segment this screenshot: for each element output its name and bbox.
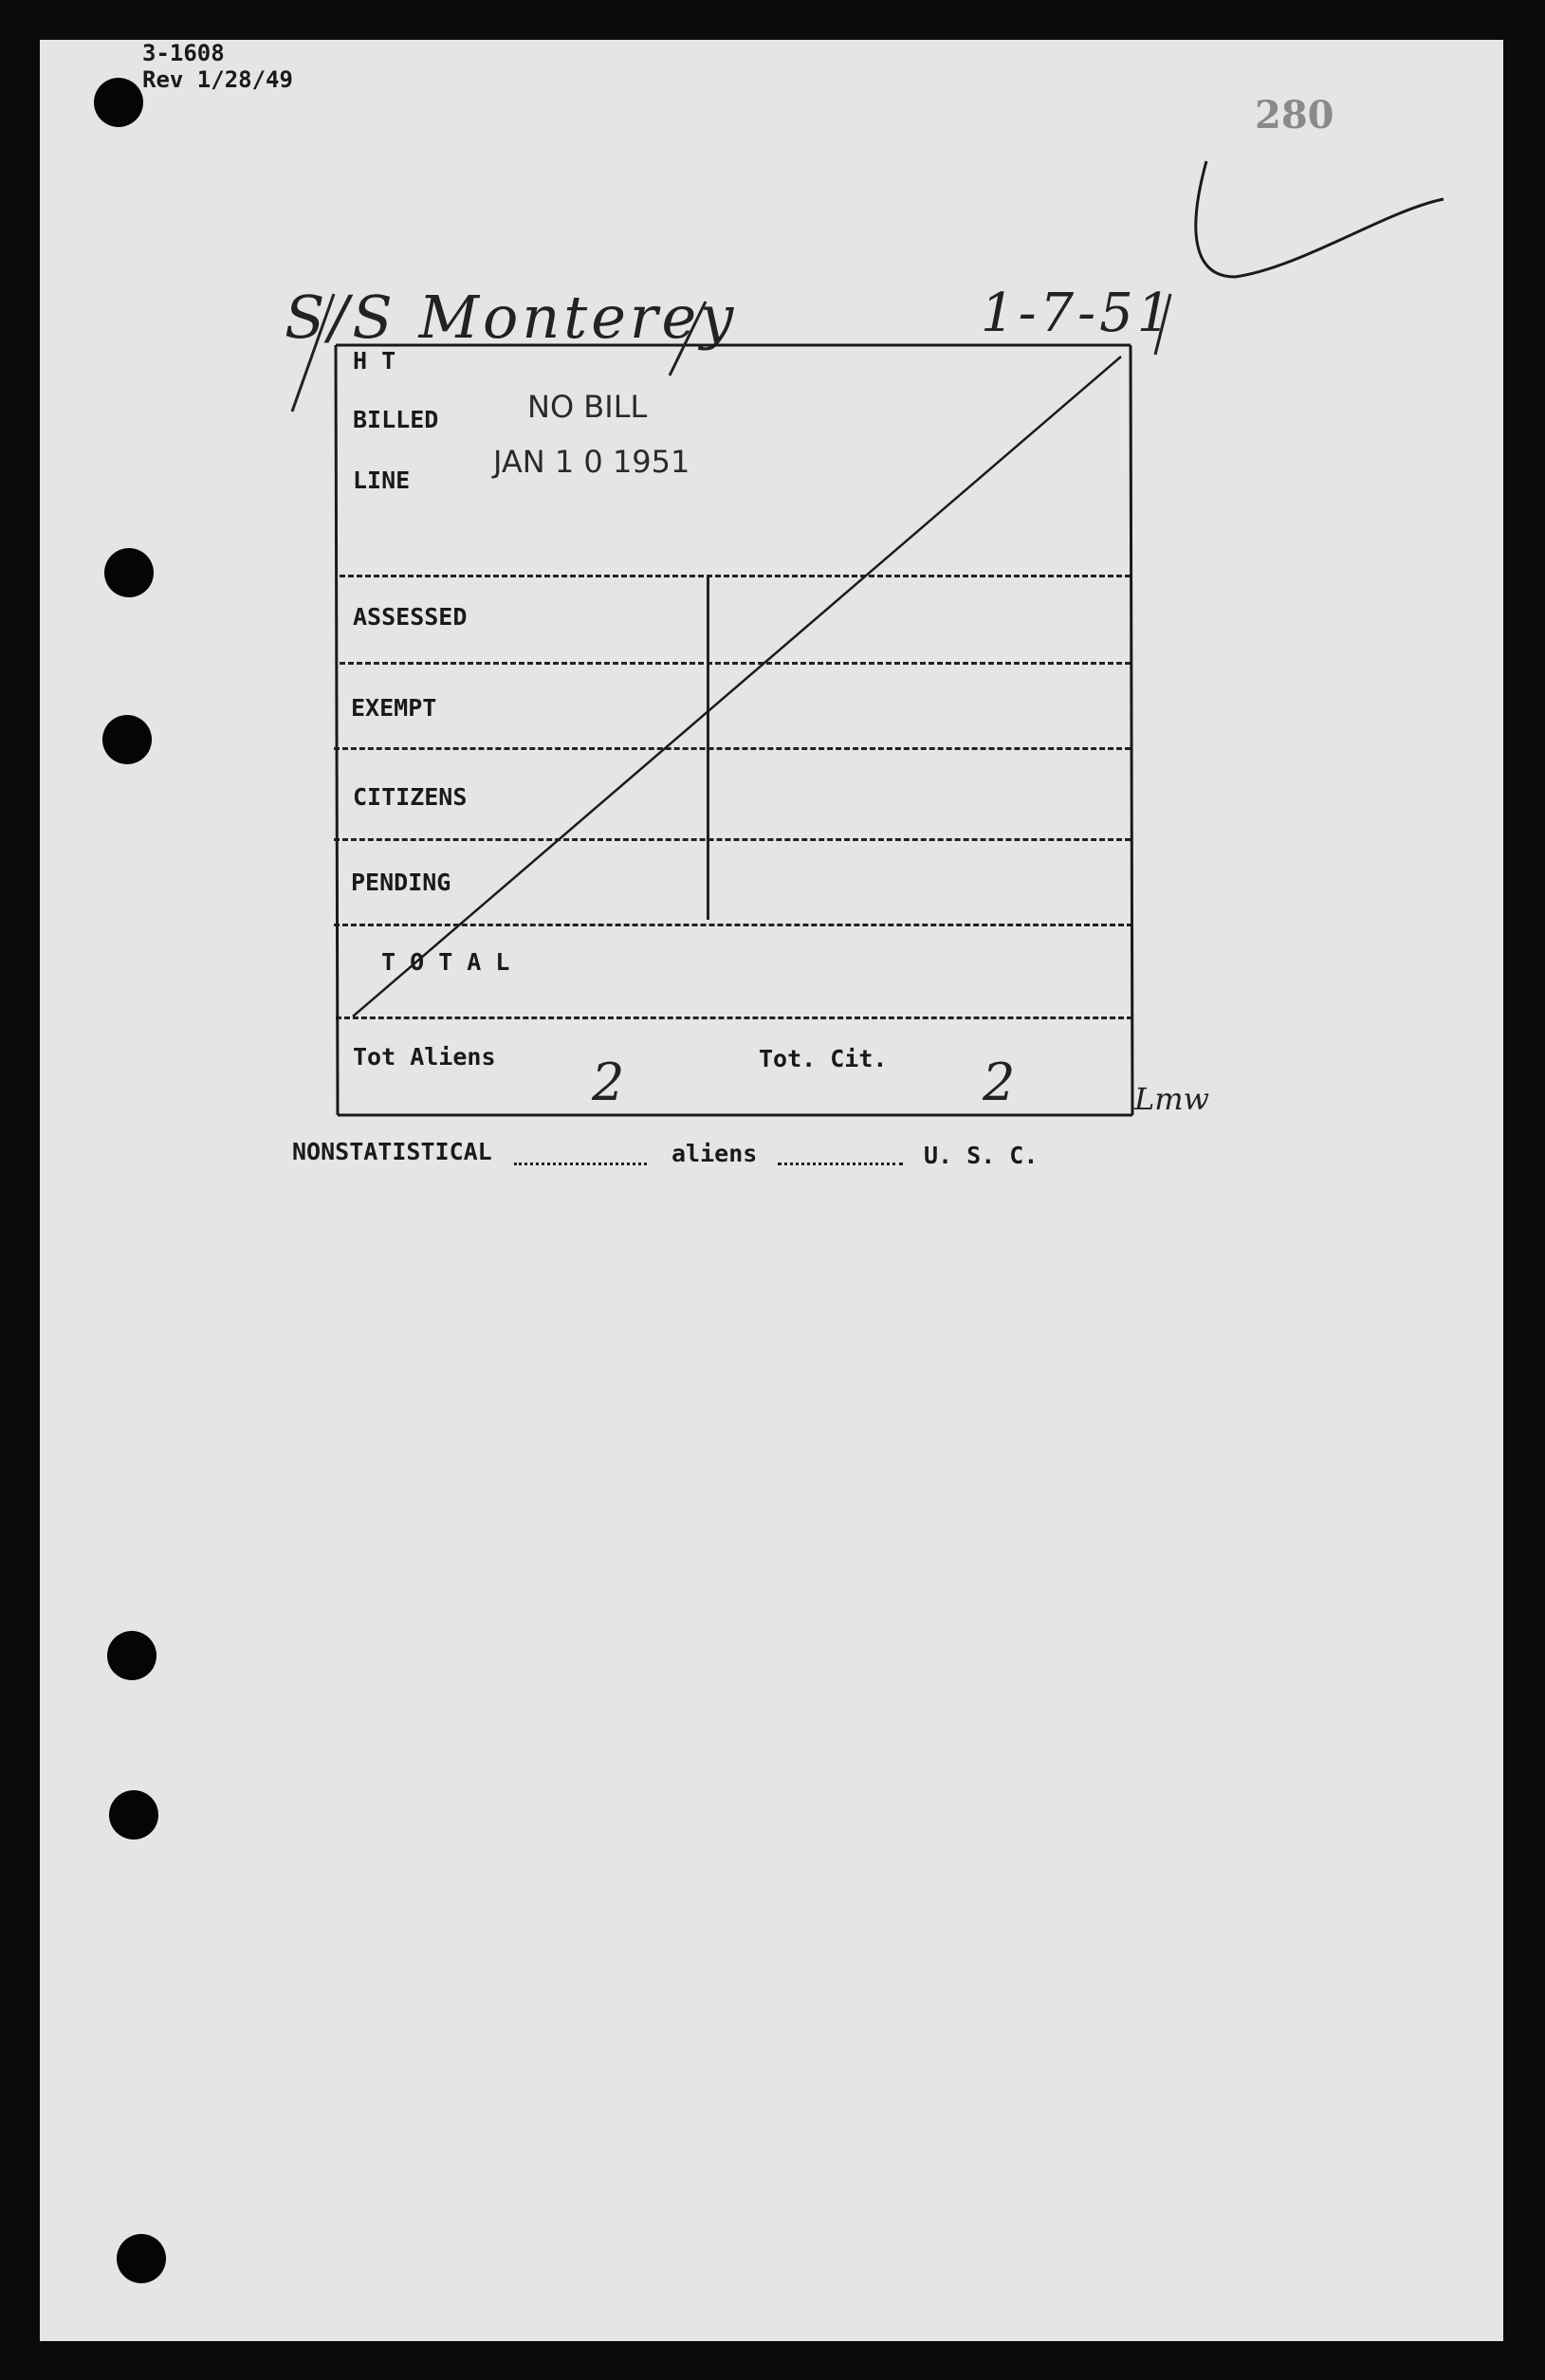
date-stamp: JAN 1 0 1951	[493, 444, 690, 480]
clerk-initials: Lmw	[1134, 1081, 1209, 1117]
nonstatistical-label: NONSTATISTICAL	[292, 1138, 492, 1165]
assessed-label: ASSESSED	[353, 603, 468, 631]
arrival-date: 1-7-51	[981, 283, 1175, 344]
handwritten-slash	[670, 302, 706, 375]
pen-marks-overlay	[40, 40, 1503, 2341]
form-revision: Rev 1/28/49	[142, 66, 293, 93]
citizens-label: CITIZENS	[353, 783, 468, 811]
tot-aliens-label: Tot Aliens	[353, 1043, 496, 1071]
strike-through-line	[353, 357, 1121, 1016]
aliens-label: aliens	[671, 1140, 758, 1167]
page-number: 280	[1255, 93, 1334, 137]
tot-cit-label: Tot. Cit.	[759, 1045, 888, 1072]
no-bill-stamp: NO BILL	[527, 389, 648, 425]
total-label: T O T A L	[381, 948, 510, 976]
pending-label: PENDING	[351, 869, 451, 896]
handwritten-slash	[292, 294, 334, 412]
line-label: LINE	[353, 467, 411, 494]
ship-name: S/S Monterey	[285, 283, 738, 352]
check-mark-icon	[1196, 161, 1444, 277]
handwritten-slash	[1155, 294, 1170, 355]
exempt-label: EXEMPT	[351, 694, 437, 722]
tot-cit-value: 2	[983, 1053, 1016, 1112]
tot-aliens-value: 2	[592, 1053, 625, 1112]
billed-label: BILLED	[353, 406, 439, 433]
form-number: 3-1608	[142, 40, 225, 66]
usc-label: U. S. C.	[924, 1142, 1039, 1169]
box-outline	[336, 345, 1132, 1115]
document-page	[40, 40, 1503, 2341]
ht-label: H T	[353, 347, 396, 375]
